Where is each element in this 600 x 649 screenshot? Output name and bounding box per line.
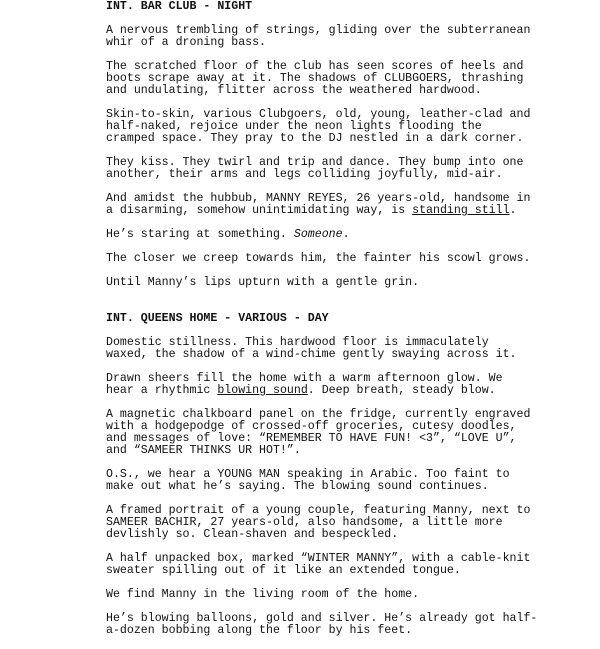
- action-text: He’s staring at something.: [106, 228, 294, 241]
- action-text: hear a rhythmic: [106, 384, 218, 397]
- action-line: A magnetic chalkboard panel on the fridge, currently engraved: [106, 408, 531, 421]
- action-line: make out what he’s saying. The blowing sound continues.: [106, 480, 489, 493]
- screenplay-page: [106, 1, 546, 649]
- action-paragraph: [106, 337, 546, 361]
- action-line: cramped space. They pray to the DJ nestled in a dark corner.: [106, 132, 524, 145]
- action-paragraph: [106, 373, 546, 397]
- action-line: a-dozen bobbing along the floor by his feet.: [106, 624, 413, 637]
- action-line: Domestic stillness. This hardwood floor is immaculately: [106, 336, 489, 349]
- underlined-emphasis: standing still: [412, 204, 510, 217]
- action-line: sweater spilling out of it like an extended tongue.: [106, 564, 461, 577]
- italic-emphasis: Someone: [293, 228, 343, 241]
- action-line: A framed portrait of a young couple, featuring Manny, next to: [106, 504, 531, 517]
- action-paragraph: [106, 109, 546, 145]
- action-line: devlishly so. Clean-shaven and bespeckled.: [106, 528, 399, 541]
- action-line: A half unpacked box, marked “WINTER MANNY”, with a cable-knit: [106, 552, 531, 565]
- action-line: waxed, the shadow of a wind-chime gently swaying across it.: [106, 348, 517, 361]
- action-paragraph: [106, 229, 546, 241]
- action-line: Skin-to-skin, various Clubgoers, old, young, leather-clad and: [106, 108, 531, 121]
- action-paragraph: [106, 553, 546, 577]
- action-paragraph: [106, 61, 546, 97]
- action-paragraph: Until Manny’s lips upturn with a gentle grin.: [106, 276, 420, 289]
- action-paragraph: [106, 469, 546, 493]
- action-line: Drawn sheers fill the home with a warm afternoon glow. We: [106, 372, 503, 385]
- scene-heading-queens-home: INT. QUEENS HOME - VARIOUS - DAY: [106, 312, 329, 325]
- action-text: .: [342, 228, 350, 241]
- action-text: . Deep breath, steady blow.: [307, 384, 496, 397]
- action-paragraph: [106, 25, 546, 49]
- action-paragraph: [106, 613, 546, 637]
- underlined-emphasis: blowing sound: [217, 384, 308, 397]
- action-paragraph: The closer we creep towards him, the fainter his scowl grows.: [106, 252, 531, 265]
- action-line: He’s blowing balloons, gold and silver. He’s already got half-: [106, 612, 538, 625]
- action-paragraph: [106, 193, 546, 217]
- action-paragraph: We find Manny in the living room of the home.: [106, 588, 420, 601]
- action-line: whir of a droning bass.: [106, 36, 267, 49]
- action-line: with a hodgepodge of crossed-off groceries, cutesy doodles,: [106, 420, 517, 433]
- action-paragraph: [106, 409, 546, 457]
- action-line: boots scrape away at it. The shadows of CLUBGOERS, thrashing: [106, 72, 524, 85]
- action-line: and “SAMEER THINKS UR HOT!”.: [106, 444, 301, 457]
- action-paragraph: [106, 157, 546, 181]
- action-line: O.S., we hear a YOUNG MAN speaking in Arabic. Too faint to: [106, 468, 510, 481]
- action-line: and messages of love: “REMEMBER TO HAVE FUN! <3”, “LOVE U”,: [106, 432, 517, 445]
- action-line: another, their arms and legs colliding joyfully, mid-air.: [106, 168, 503, 181]
- action-line: And amidst the hubbub, MANNY REYES, 26 years-old, handsome in: [106, 192, 531, 205]
- action-line: They kiss. They twirl and trip and dance. They bump into one: [106, 156, 524, 169]
- action-line: half-naked, rejoice under the neon lights flooding the: [106, 120, 482, 133]
- action-text: .: [509, 204, 517, 217]
- scene-heading-bar-club: INT. BAR CLUB - NIGHT: [106, 0, 253, 13]
- action-text: a disarming, somehow unintimidating way, is: [106, 204, 413, 217]
- action-line: A nervous trembling of strings, gliding over the subterranean: [106, 24, 531, 37]
- action-line: and undulating, flitter across the weathered hardwood.: [106, 84, 482, 97]
- action-line: The scratched floor of the club has seen scores of heels and: [106, 60, 524, 73]
- action-line: SAMEER BACHIR, 27 years-old, also handsome, a little more: [106, 516, 503, 529]
- action-paragraph: [106, 505, 546, 541]
